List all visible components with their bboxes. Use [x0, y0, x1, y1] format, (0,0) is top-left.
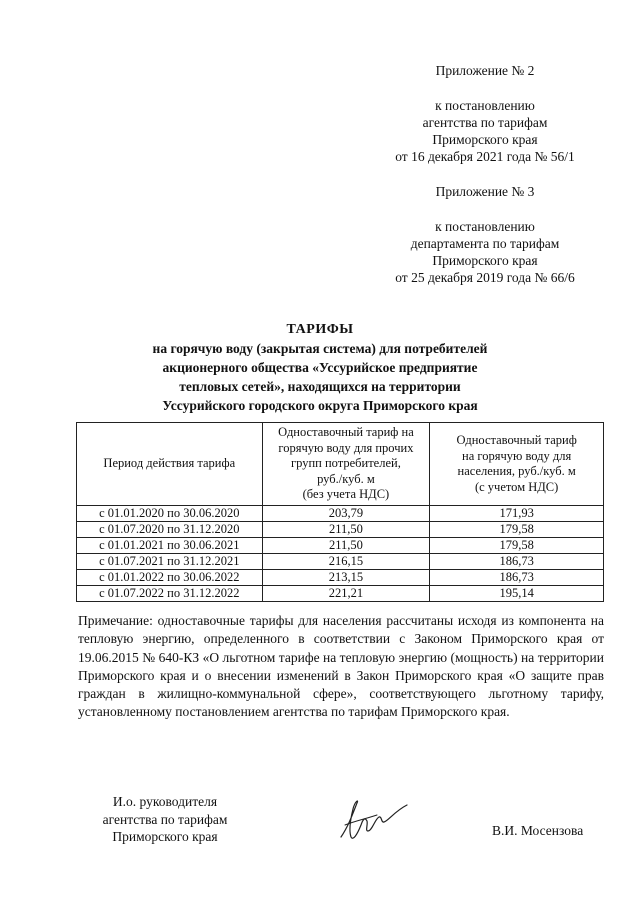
appendix-3-line: от 25 декабря 2019 года № 66/6 — [395, 270, 575, 285]
header-line: Одноставочный тариф — [456, 433, 577, 447]
appendix-2-reference — [360, 97, 610, 165]
appendix-2-title: Приложение № 2 — [435, 63, 535, 78]
header-tariff-population — [430, 423, 604, 506]
header-line: населения, руб./куб. м — [457, 464, 576, 478]
tariff-table — [76, 422, 604, 602]
cell-period: с 01.07.2020 по 31.12.2020 — [77, 522, 263, 538]
title-line: акционерного общества «Уссурийское предприятие — [162, 360, 478, 375]
header-line: горячую воду для прочих — [278, 440, 414, 455]
cell-tariff-other: 211,50 — [262, 538, 430, 554]
table-row — [77, 570, 604, 586]
signer-name: В.И. Мосензова — [492, 823, 584, 838]
document-title — [60, 320, 580, 415]
table-row — [77, 522, 604, 538]
title-line: тепловых сетей», находящихся на территории — [179, 379, 461, 394]
handwritten-signature — [335, 795, 415, 845]
appendix-3-line: к постановлению — [435, 219, 535, 234]
signer-position-line: агентства по тарифам — [102, 811, 228, 827]
cell-tariff-population: 186,73 — [430, 570, 604, 586]
header-tariff-other — [262, 423, 430, 506]
table-row — [77, 586, 604, 602]
header-line: (без учета НДС) — [302, 487, 390, 502]
appendix-2-line: от 16 декабря 2021 года № 56/1 — [395, 149, 575, 164]
cell-tariff-other: 213,15 — [262, 570, 430, 586]
title-line: ТАРИФЫ — [286, 322, 354, 337]
signer-position-line: И.о. руководителя — [112, 794, 218, 809]
title-line: Уссурийского городского округа Приморского края — [162, 398, 478, 413]
header-period — [77, 423, 263, 506]
table-row — [77, 538, 604, 554]
appendix-3-reference — [360, 218, 610, 286]
cell-tariff-other: 221,21 — [262, 586, 430, 602]
appendix-3-line: Приморского края — [432, 253, 538, 268]
cell-tariff-population: 186,73 — [430, 554, 604, 570]
appendix-2-line: Приморского края — [432, 132, 538, 147]
appendix-3-title: Приложение № 3 — [435, 184, 535, 199]
cell-tariff-other: 216,15 — [262, 554, 430, 570]
note-paragraph: Примечание: одноставочные тарифы для населения рассчитаны исходя из компонента на тепловую энергию, определенного в соответствии с Законом Приморского края от 19.06.2015 № 640-КЗ «О льготном тарифе на тепловую энергию (мощность) на территории Приморского края и о внесении изменений в Закон Приморского края «О защите прав граждан в жилищно-коммунальной сфере», соответствующего льготному тарифу, установленному постановлением агентства по тарифам Приморского края. — [78, 613, 604, 720]
signer-position — [80, 793, 250, 846]
cell-period: с 01.01.2022 по 30.06.2022 — [77, 570, 263, 586]
header-line: групп потребителей, — [291, 456, 401, 471]
appendix-3-heading — [360, 183, 610, 200]
appendix-2-heading — [360, 62, 610, 79]
appendix-2-line: к постановлению — [435, 98, 535, 113]
cell-period: с 01.07.2021 по 31.12.2021 — [77, 554, 263, 570]
cell-tariff-population: 179,58 — [430, 522, 604, 538]
appendix-3-line: департамента по тарифам — [410, 236, 560, 251]
header-line: Период действия тарифа — [103, 456, 236, 471]
cell-tariff-other: 211,50 — [262, 522, 430, 538]
table-row — [77, 506, 604, 522]
table-row — [77, 554, 604, 570]
header-line: (с учетом НДС) — [474, 479, 559, 494]
cell-tariff-population: 195,14 — [430, 586, 604, 602]
cell-tariff-population: 171,93 — [430, 506, 604, 522]
header-line: Одноставочный тариф на — [278, 425, 414, 440]
cell-period: с 01.01.2020 по 30.06.2020 — [77, 506, 263, 522]
title-line: на горячую воду (закрытая система) для потребителей — [152, 341, 488, 356]
appendix-2-line: агентства по тарифам — [422, 115, 548, 130]
header-line: на горячую воду для — [462, 448, 572, 463]
cell-period: с 01.01.2021 по 30.06.2021 — [77, 538, 263, 554]
signer-position-line: Приморского края — [112, 829, 218, 844]
cell-tariff-other: 203,79 — [262, 506, 430, 522]
cell-period: с 01.07.2022 по 31.12.2022 — [77, 586, 263, 602]
cell-tariff-population: 179,58 — [430, 538, 604, 554]
header-line: руб./куб. м — [317, 471, 375, 486]
table-header-row — [77, 423, 604, 506]
